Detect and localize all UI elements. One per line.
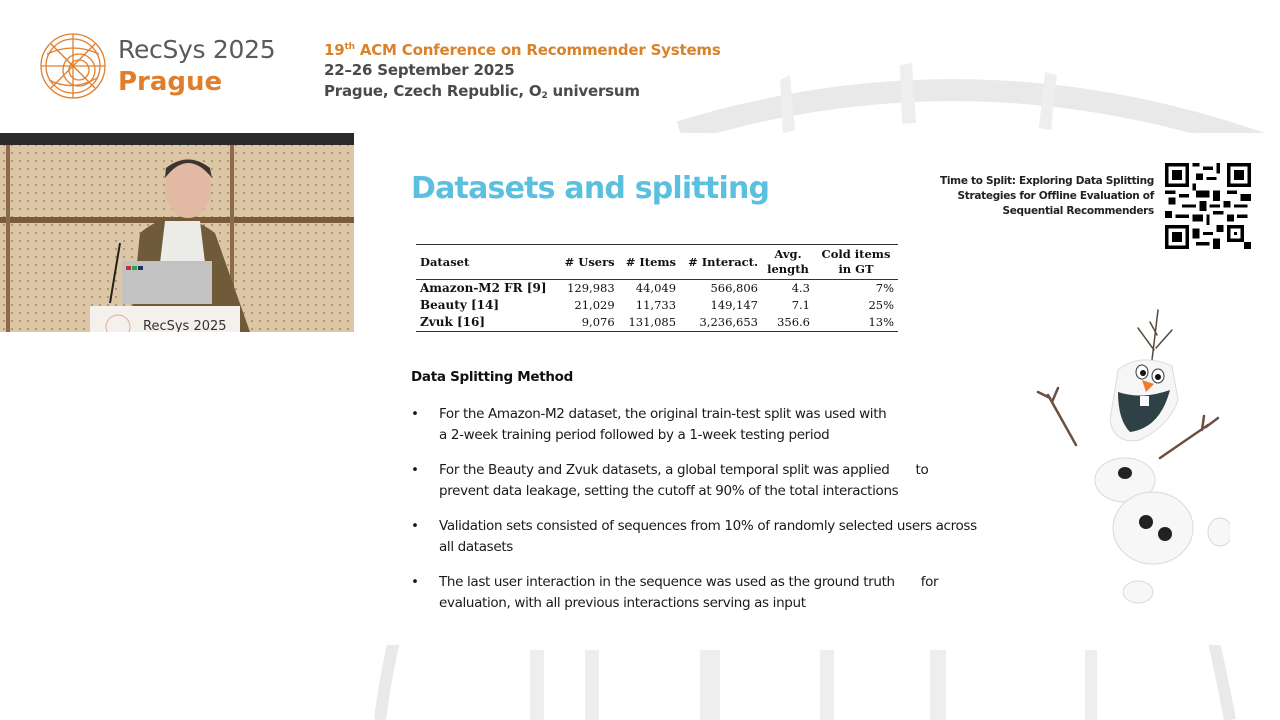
cell-users: 129,983	[567, 281, 615, 295]
cell-dataset: Amazon-M2 FR [9]	[420, 281, 547, 295]
cell-dataset: Beauty [14]	[420, 298, 500, 312]
list-item	[411, 572, 1001, 614]
bullet-icon: •	[411, 574, 419, 590]
column-header-interactions: # Interact.	[688, 254, 758, 269]
cell-users: 9,076	[581, 315, 615, 329]
snowman-illustration	[1030, 300, 1230, 610]
cell-avg-length: 356.6	[777, 315, 810, 329]
conference-info	[324, 37, 721, 107]
cell-items: 44,049	[635, 281, 677, 295]
list-item	[411, 516, 1001, 558]
section-heading: Data Splitting Method	[411, 369, 574, 385]
cell-items: 11,733	[635, 298, 677, 312]
list-item	[411, 404, 1001, 446]
bullet-icon: •	[411, 462, 419, 478]
column-header-cold-items: Cold items in GT	[821, 247, 891, 276]
slide-title: Datasets and splitting	[411, 171, 770, 206]
brand-city: Prague	[118, 67, 223, 97]
bullet-text-continued: prevent data leakage, setting the cutoff at 90% of the total interactions	[439, 483, 899, 499]
column-header-dataset: Dataset	[420, 254, 470, 269]
list-item	[411, 460, 1001, 502]
paper-reference: Time to Split: Exploring Data Splitting Strategies for Offline Evaluation of Sequential Recommenders	[940, 175, 1154, 217]
venue-suffix: universum	[547, 82, 640, 100]
bullet-list	[411, 404, 1001, 628]
bullet-text: For the Beauty and Zvuk datasets, a global temporal split was applied	[439, 462, 890, 478]
conference-dates: 22–26 September 2025	[324, 61, 515, 79]
bullet-text: Validation sets consisted of sequences from 10% of randomly selected users across all datasets	[439, 518, 977, 555]
table-row	[416, 314, 898, 332]
column-header-users: # Users	[564, 254, 615, 269]
cell-dataset: Zvuk [16]	[420, 315, 486, 329]
bullet-text-trail: to	[915, 462, 929, 478]
bullet-icon: •	[411, 518, 419, 534]
venue-subscript: 2	[541, 91, 548, 101]
recsys-clock-logo	[39, 32, 107, 100]
table-header-row	[416, 245, 898, 280]
conference-venue	[324, 81, 721, 107]
datasets-table	[416, 244, 898, 332]
conference-number: 19	[324, 41, 345, 59]
cell-interactions: 149,147	[710, 298, 758, 312]
conference-ordinal: th	[344, 42, 355, 52]
cell-avg-length: 7.1	[791, 298, 810, 312]
cell-cold-items: 7%	[875, 281, 894, 295]
speaker-video[interactable]	[0, 133, 354, 332]
cell-interactions: 566,806	[710, 281, 758, 295]
bullet-text-continued: evaluation, with all previous interactions serving as input	[439, 595, 806, 611]
cell-avg-length: 4.3	[791, 281, 810, 295]
qr-code-icon[interactable]	[1165, 163, 1251, 249]
conference-title	[324, 37, 721, 60]
table-row	[416, 297, 898, 314]
cell-users: 21,029	[574, 298, 615, 312]
table-row	[416, 280, 898, 298]
speaker-video-frame	[0, 133, 354, 332]
cell-cold-items: 13%	[868, 315, 894, 329]
column-header-avg-length: Avg. length	[767, 247, 809, 276]
bullet-icon: •	[411, 406, 419, 422]
conference-name: ACM Conference on Recommender Systems	[354, 41, 721, 59]
cell-cold-items: 25%	[868, 298, 894, 312]
venue-prefix: Prague, Czech Republic, O	[324, 82, 542, 100]
brand-name: RecSys 2025	[118, 35, 276, 64]
cell-items: 131,085	[628, 315, 677, 329]
bullet-text: For the Amazon-M2 dataset, the original train-test split was used with a 2-week training period followed by a 1-week testing period	[439, 406, 887, 443]
brand	[118, 34, 275, 98]
column-header-items: # Items	[625, 254, 677, 269]
podium-label: RecSys 2025	[143, 319, 227, 332]
bullet-text-trail: for	[920, 574, 939, 590]
bullet-text: The last user interaction in the sequence was used as the ground truth	[439, 574, 895, 590]
cell-interactions: 3,236,653	[699, 315, 758, 329]
